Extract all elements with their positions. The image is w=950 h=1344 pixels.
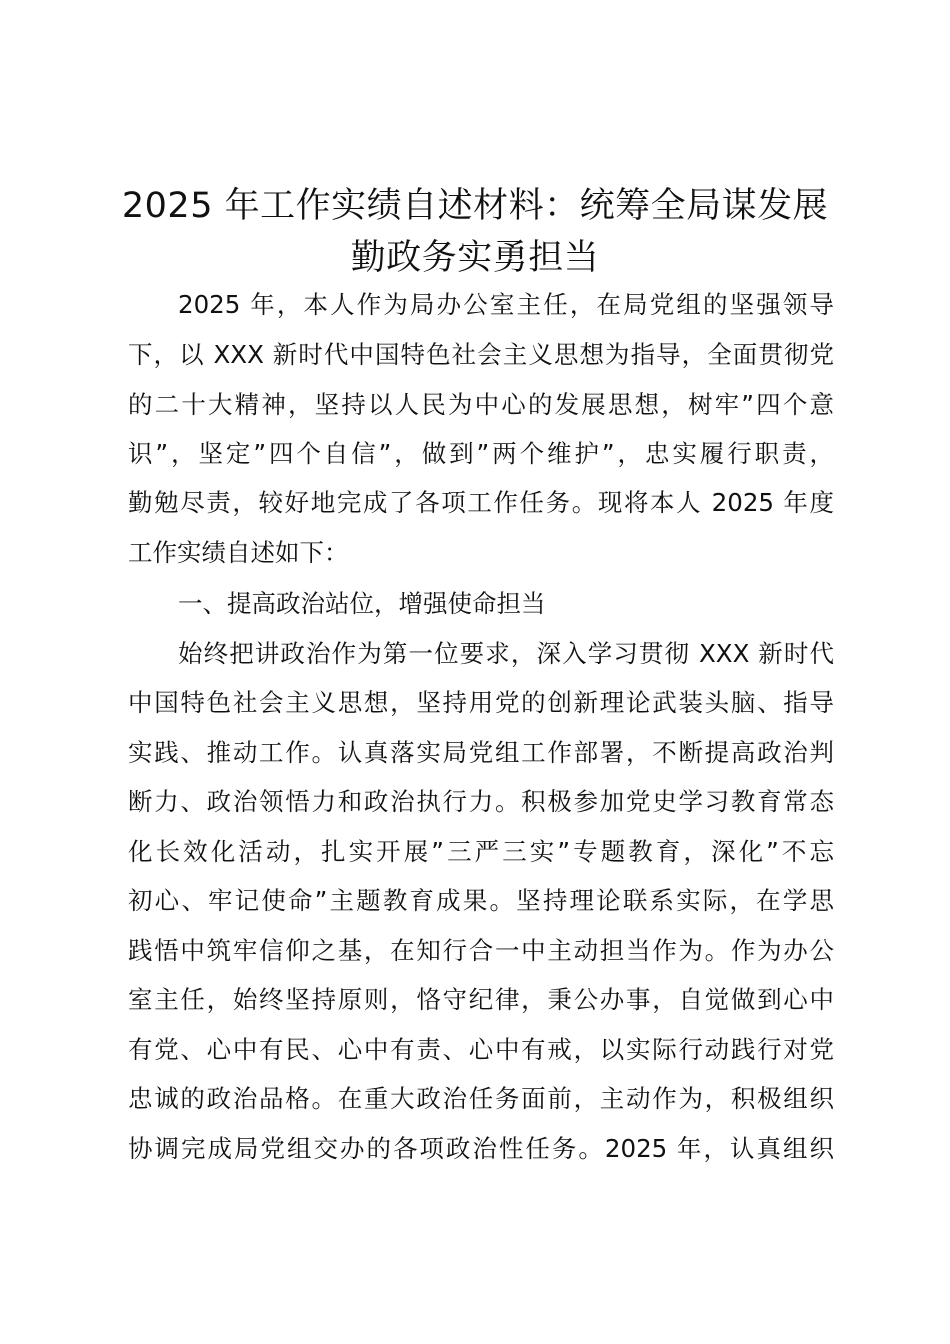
section-paragraph-line: 践悟中筑牢信仰之基，在知行合一中主动担当作为。作为办公 xyxy=(128,936,834,965)
intro-paragraph-line: 下，以 XXX 新时代中国特色社会主义思想为指导，全面贯彻党 xyxy=(128,340,834,369)
intro-paragraph-line: 工作实绩自述如下： xyxy=(128,538,349,567)
intro-paragraph-line: 勤勉尽责，较好地完成了各项工作任务。现将本人 2025 年度 xyxy=(128,488,834,517)
section-paragraph-line: 有党、心中有民、心中有责、心中有戒，以实际行动践行对党 xyxy=(128,1035,834,1064)
section-paragraph-line: 化长效化活动，扎实开展”三严三实”专题教育，深化”不忘 xyxy=(128,837,834,866)
intro-paragraph-line: 的二十大精神，坚持以人民为中心的发展思想，树牢”四个意 xyxy=(128,390,834,419)
section-paragraph-line: 断力、政治领悟力和政治执行力。积极参加党史学习教育常态 xyxy=(128,787,834,816)
section-heading: 一、提高政治站位，增强使命担当 xyxy=(178,589,546,618)
intro-paragraph-line: 2025 年，本人作为局办公室主任，在局党组的坚强领导 xyxy=(178,290,834,319)
section-paragraph-line: 协调完成局党组交办的各项政治性任务。2025 年，认真组织 xyxy=(128,1134,834,1163)
document-title-line-1: 2025 年工作实绩自述材料：统筹全局谋发展 xyxy=(121,186,829,226)
section-paragraph-line: 始终把讲政治作为第一位要求，深入学习贯彻 XXX 新时代 xyxy=(178,639,834,668)
intro-paragraph-line: 识”，坚定”四个自信”，做到”两个维护”，忠实履行职责， xyxy=(128,439,834,468)
document-title-line-2: 勤政务实勇担当 xyxy=(350,238,600,278)
section-paragraph-line: 中国特色社会主义思想，坚持用党的创新理论武装头脑、指导 xyxy=(128,688,834,717)
section-paragraph-line: 实践、推动工作。认真落实局党组工作部署，不断提高政治判 xyxy=(128,738,834,767)
section-paragraph-line: 室主任，始终坚持原则，恪守纪律，秉公办事，自觉做到心中 xyxy=(128,985,834,1014)
section-paragraph-line: 忠诚的政治品格。在重大政治任务面前，主动作为，积极组织 xyxy=(128,1084,834,1113)
section-paragraph-line: 初心、牢记使命”主题教育成果。坚持理论联系实际，在学思 xyxy=(128,886,834,915)
